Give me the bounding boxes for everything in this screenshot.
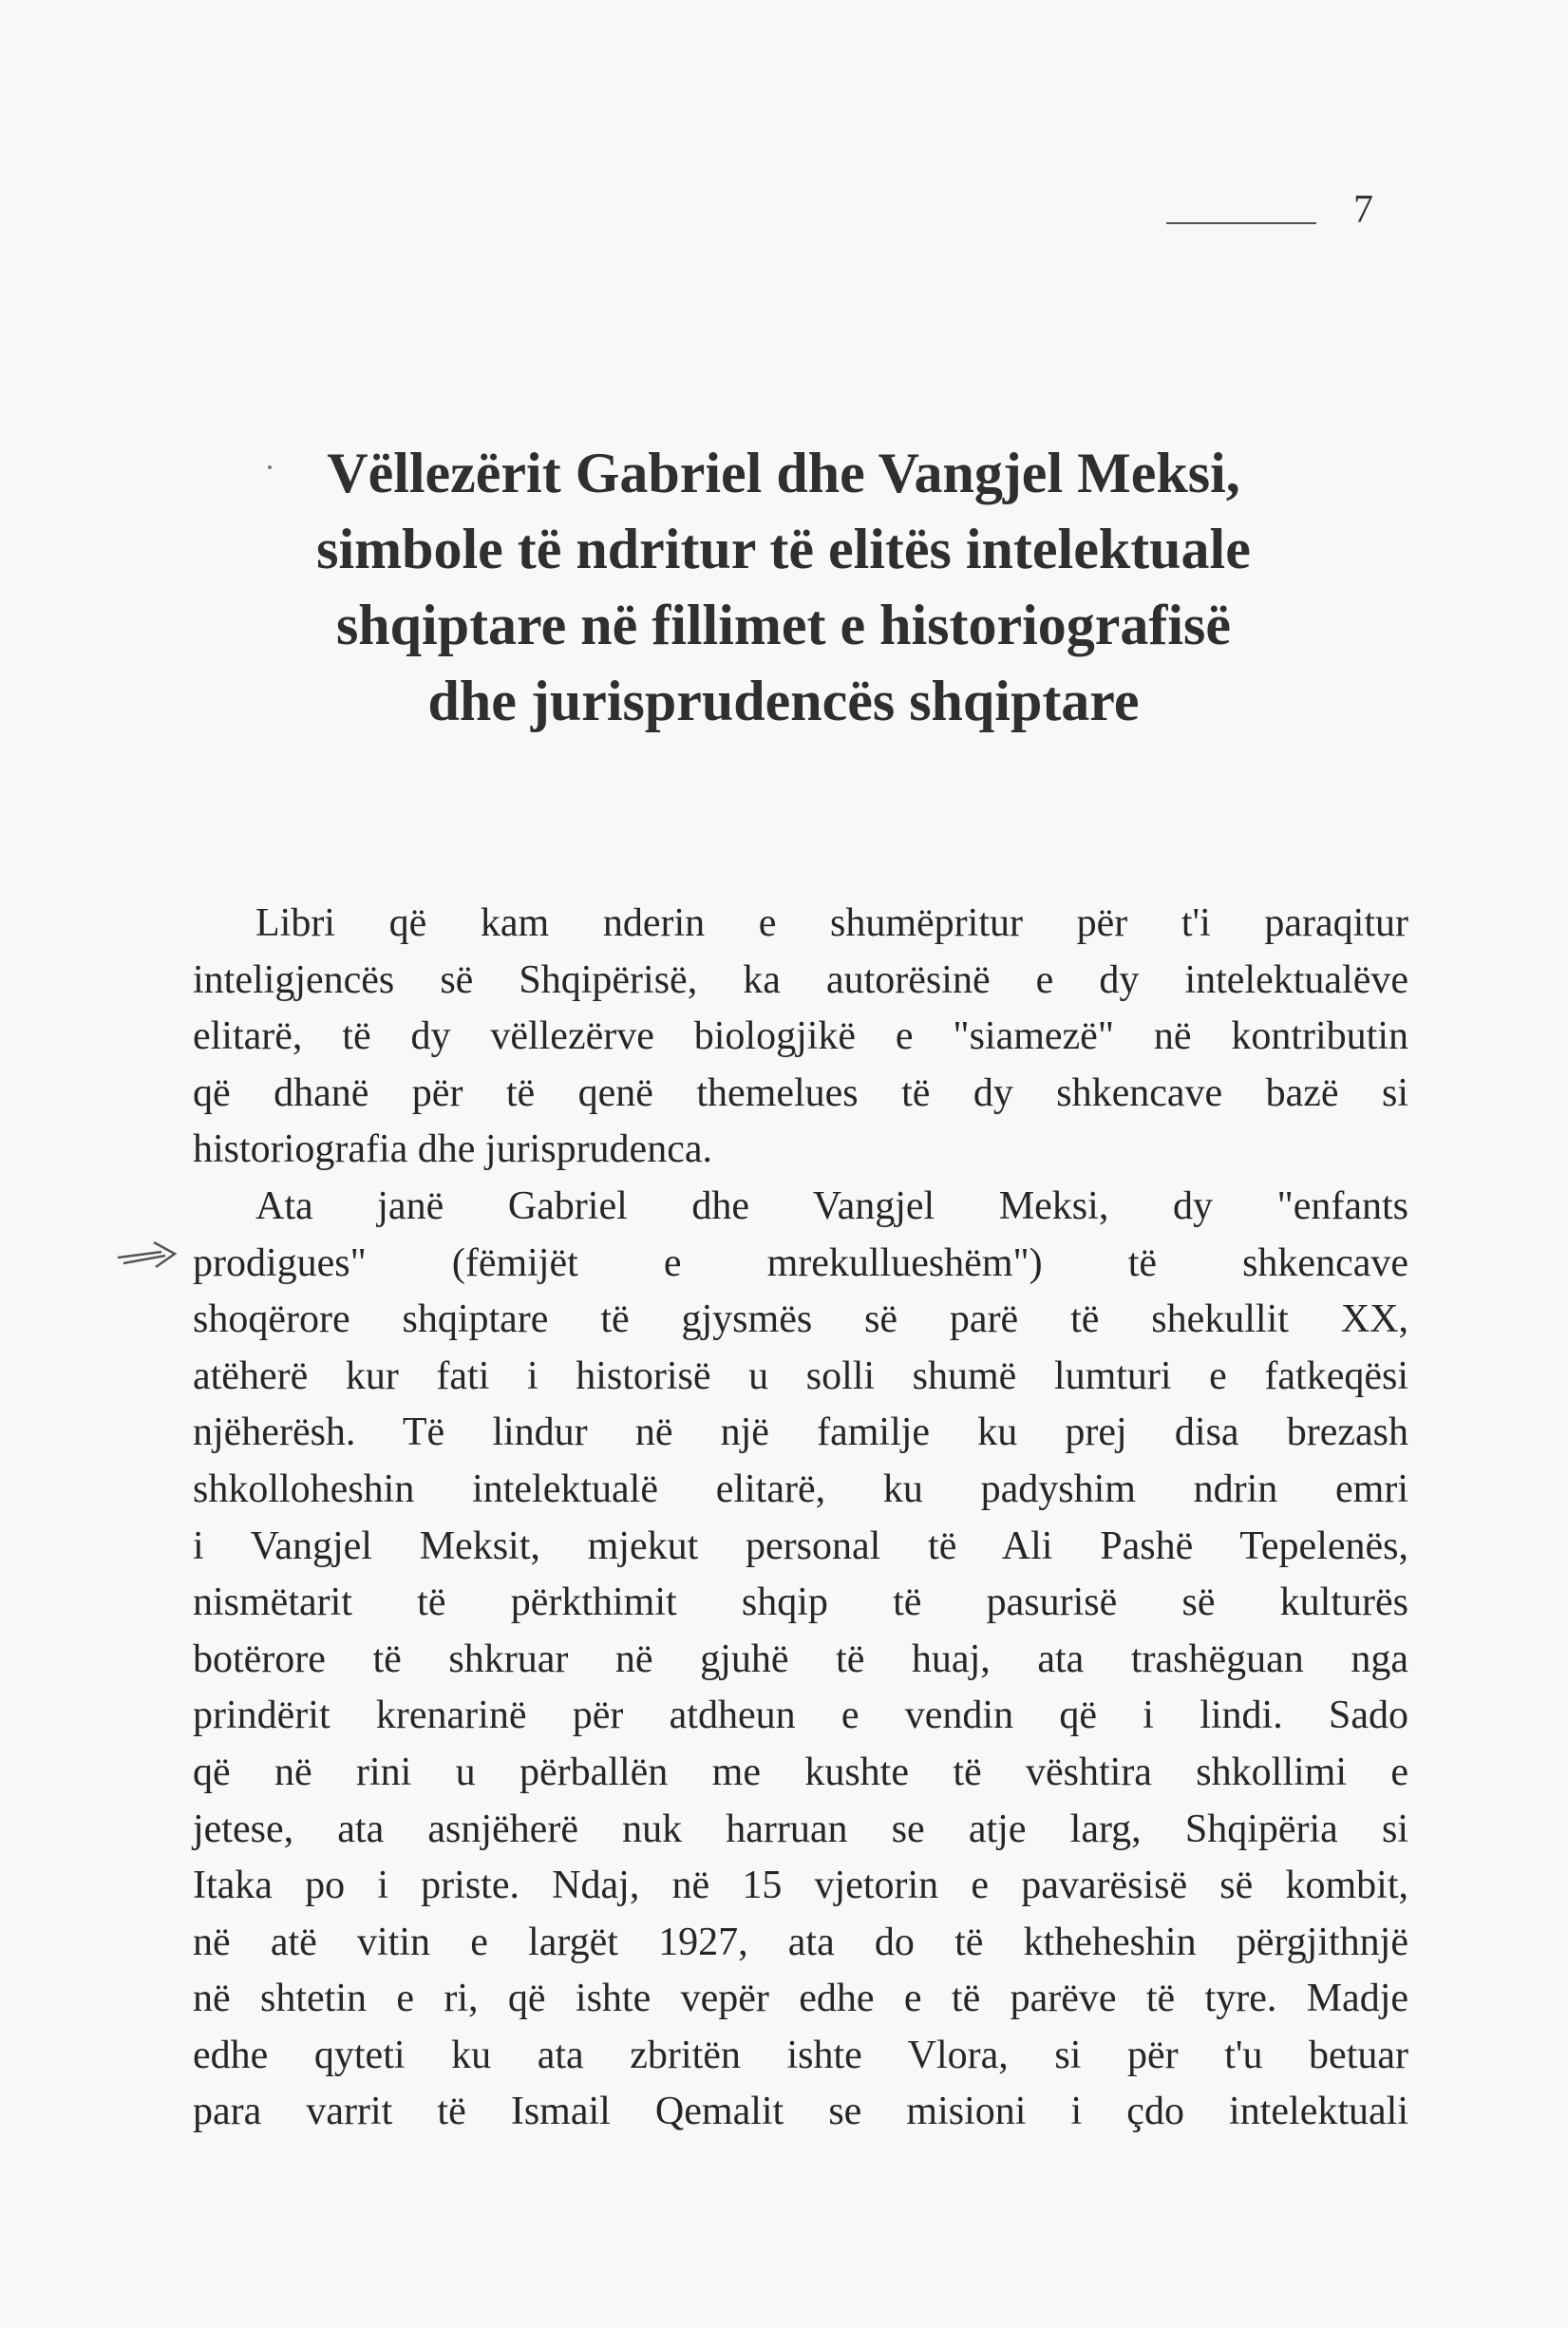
text-line: njëherësh. Të lindur në një familje ku prej disa brezash [193,1410,1408,1455]
text-line: prodigues" (fëmijët e mrekullueshëm") të shkencave [193,1240,1408,1285]
title-line: dhe jurisprudencës shqiptare [427,670,1140,732]
text-line: prindërit krenarinë për atdheun e vendin që i lindi. Sado [193,1694,1408,1738]
text-line: Itaka po i priste. Ndaj, në 15 vjetorin e pavarësisë së kombit, [193,1864,1408,1908]
text-line: historiografia dhe jurisprudenca. [193,1127,712,1172]
text-line: i Vangjel Meksit, mjekut personal të Ali Pashë Tepelenës, [193,1524,1408,1568]
title-line: shqiptare në fillimet e historiografisë [335,594,1232,656]
text-line: në shtetin e ri, që ishte vepër edhe e të parëve të tyre. Madje [193,1977,1408,2021]
text-line: atëherë kur fati i historisë u solli shumë lumturi e fatkeqësi [193,1353,1408,1398]
text-line: Libri që kam nderin e shumëpritur për t'i paraqitur [255,901,1408,945]
text-line: edhe qyteti ku ata zbritën ishte Vlora, si për t'u betuar [193,2033,1408,2077]
text-line: shkolloheshin intelektualë elitarë, ku padyshim ndrin emri [193,1467,1408,1511]
text-line: jetese, ata asnjëherë nuk harruan se atje larg, Shqipëria si [193,1807,1408,1851]
header-rule [1166,222,1316,224]
title-line: simbole të ndritur të elitës intelektuale [316,518,1251,580]
text-line: Ata janë Gabriel dhe Vangjel Meksi, dy "enfants [255,1183,1408,1228]
title-line: Vëllezërit Gabriel dhe Vangjel Meksi, [327,442,1240,504]
body-text [193,896,1408,2141]
arrow-right-icon [114,1237,182,1271]
text-line: shoqërore shqiptare të gjysmës së parë të shekullit XX, [193,1297,1408,1342]
text-line: që në rini u përballën me kushte të vështira shkollimi e [193,1750,1408,1794]
text-line: në atë vitin e largët 1927, ata do të ktheheshin përgjithnjë [193,1920,1408,1964]
chapter-title [218,435,1349,739]
text-line: inteligjencës së Shqipërisë, ka autorësinë e dy intelektualëve [193,957,1408,1002]
text-line: para varrit të Ismail Qemalit se misioni i çdo intelektuali [193,2090,1408,2134]
page-number: 7 [1353,188,1373,232]
text-line: botërore të shkruar në gjuhë të huaj, ata trashëguan nga [193,1637,1408,1681]
text-line: nismëtarit të përkthimit shqip të pasurisë së kulturës [193,1580,1408,1625]
text-line: elitarë, të dy vëllezërve biologjikë e "siamezë" në kontributin [193,1014,1408,1059]
text-line: që dhanë për të qenë themelues të dy shkencave bazë si [193,1070,1408,1115]
